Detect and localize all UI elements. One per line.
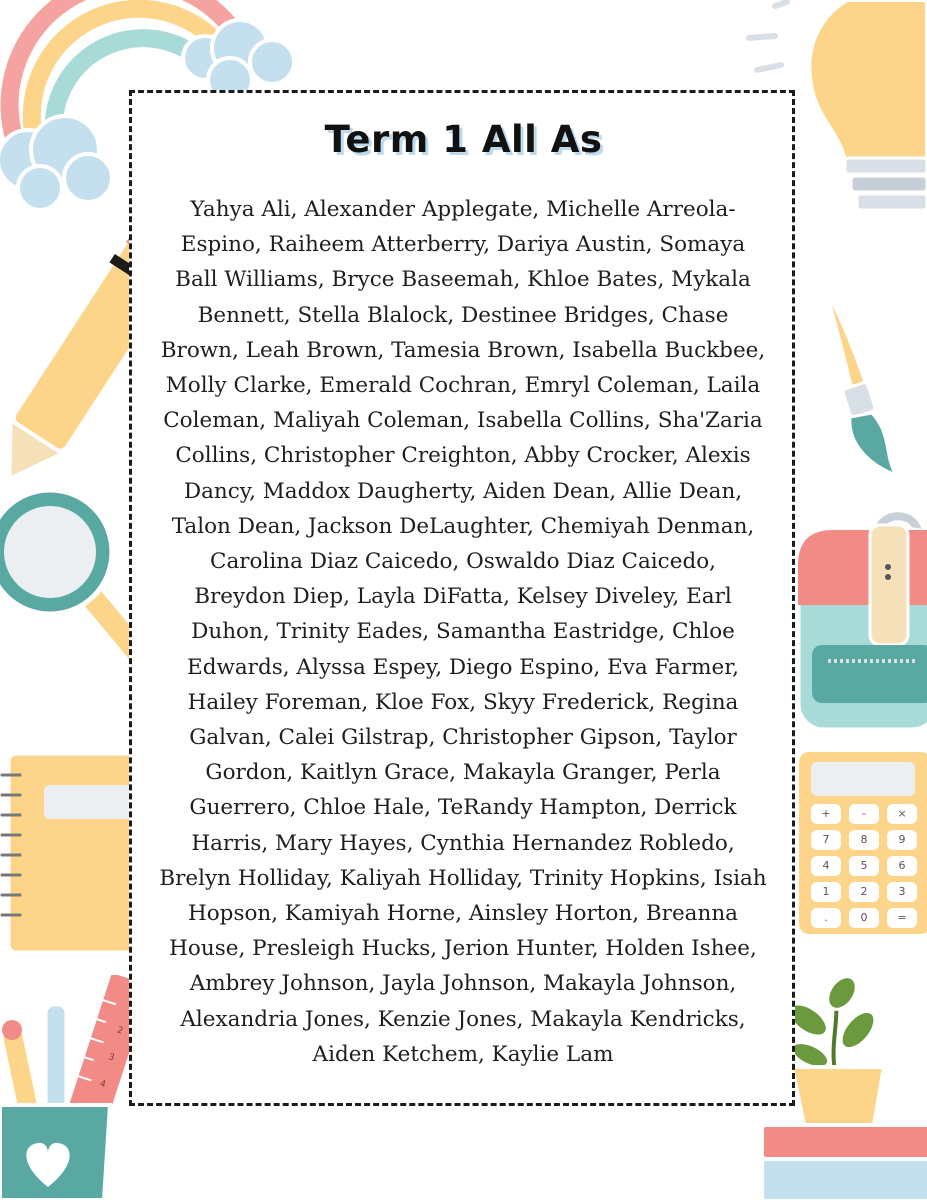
names-line: Talon Dean, Jackson DeLaughter, Chemiyah Denman, bbox=[171, 513, 755, 539]
calculator-screen bbox=[811, 762, 915, 796]
calculator-key: 6 bbox=[887, 856, 917, 876]
ruler-number: 4 bbox=[98, 1078, 107, 1091]
names-line: Espino, Raiheem Atterberry, Dariya Austin, Somaya bbox=[180, 232, 746, 258]
names-line: Ball Williams, Bryce Baseemah, Khloe Bates, Mykala bbox=[175, 267, 751, 293]
ruler-number: 3 bbox=[106, 1052, 116, 1064]
names-line: Harris, Mary Hayes, Cynthia Hernandez Robledo, bbox=[191, 830, 735, 856]
names-line: Hailey Foreman, Kloe Fox, Skyy Frederick, Regina bbox=[187, 689, 739, 715]
names-line: Brown, Leah Brown, Tamesia Brown, Isabella Buckbee, bbox=[160, 337, 766, 363]
names-line: Coleman, Maliyah Coleman, Isabella Collins, Sha'Zaria bbox=[163, 408, 763, 434]
names-line: Duhon, Trinity Eades, Samantha Eastridge, Chloe bbox=[191, 619, 735, 645]
calculator-key: - bbox=[849, 804, 879, 824]
calculator-key: 4 bbox=[811, 856, 841, 876]
names-line: Molly Clarke, Emerald Cochran, Emryl Coleman, Laila bbox=[165, 373, 761, 399]
names-line: House, Presleigh Hucks, Jerion Hunter, Holden Ishee, bbox=[169, 936, 757, 962]
names-line: Edwards, Alyssa Espey, Diego Espino, Eva Farmer, bbox=[187, 654, 739, 680]
names-line: Yahya Ali, Alexander Applegate, Michelle Arreola- bbox=[190, 197, 736, 222]
page-title: Term 1 All As bbox=[324, 118, 603, 161]
calculator-key: × bbox=[887, 804, 917, 824]
names-line: Brelyn Holliday, Kaliyah Holliday, Trinity Hopkins, Isiah bbox=[159, 865, 767, 891]
calculator-decoration bbox=[795, 748, 927, 938]
names-line: Gordon, Kaitlyn Grace, Makayla Granger, Perla bbox=[205, 760, 721, 786]
names-line: Galvan, Calei Gilstrap, Christopher Gipson, Taylor bbox=[189, 725, 737, 751]
calculator-keypad bbox=[811, 804, 921, 928]
names-line: Guerrero, Chloe Hale, TeRandy Hampton, Derrick bbox=[189, 795, 737, 821]
names-line: Carolina Diaz Caicedo, Oswaldo Diaz Caicedo, bbox=[210, 549, 716, 575]
calculator-key: 3 bbox=[887, 882, 917, 902]
names-line: Alexandria Jones, Kenzie Jones, Makayla Kendricks, bbox=[180, 1006, 746, 1032]
names-line: Collins, Christopher Creighton, Abby Crocker, Alexis bbox=[175, 443, 751, 469]
student-names-list bbox=[150, 192, 776, 1072]
calculator-key: 2 bbox=[849, 882, 879, 902]
names-line: Dancy, Maddox Daugherty, Aiden Dean, Allie Dean, bbox=[183, 478, 743, 504]
backpack-decoration bbox=[778, 505, 927, 735]
paintbrush-decoration bbox=[810, 285, 927, 485]
calculator-key: 5 bbox=[849, 856, 879, 876]
calculator-key: 0 bbox=[849, 908, 879, 928]
calculator-key: + bbox=[811, 804, 841, 824]
calculator-key: = bbox=[887, 908, 917, 928]
names-line: Ambrey Johnson, Jayla Johnson, Makayla Johnson, bbox=[189, 971, 737, 997]
names-line: Aiden Ketchem, Kaylie Lam bbox=[312, 1041, 614, 1067]
names-line: Breydon Diep, Layla DiFatta, Kelsey Diveley, Earl bbox=[194, 584, 732, 610]
ruler-number: 2 bbox=[115, 1025, 125, 1037]
calculator-key: . bbox=[811, 908, 841, 928]
names-line: Hopson, Kamiyah Horne, Ainsley Horton, Breanna bbox=[187, 901, 738, 927]
calculator-key: 1 bbox=[811, 882, 841, 902]
calculator-key: 9 bbox=[887, 830, 917, 850]
names-line: Bennett, Stella Blalock, Destinee Bridges, Chase bbox=[197, 302, 729, 328]
calculator-key: 7 bbox=[811, 830, 841, 850]
calculator-key: 8 bbox=[849, 830, 879, 850]
